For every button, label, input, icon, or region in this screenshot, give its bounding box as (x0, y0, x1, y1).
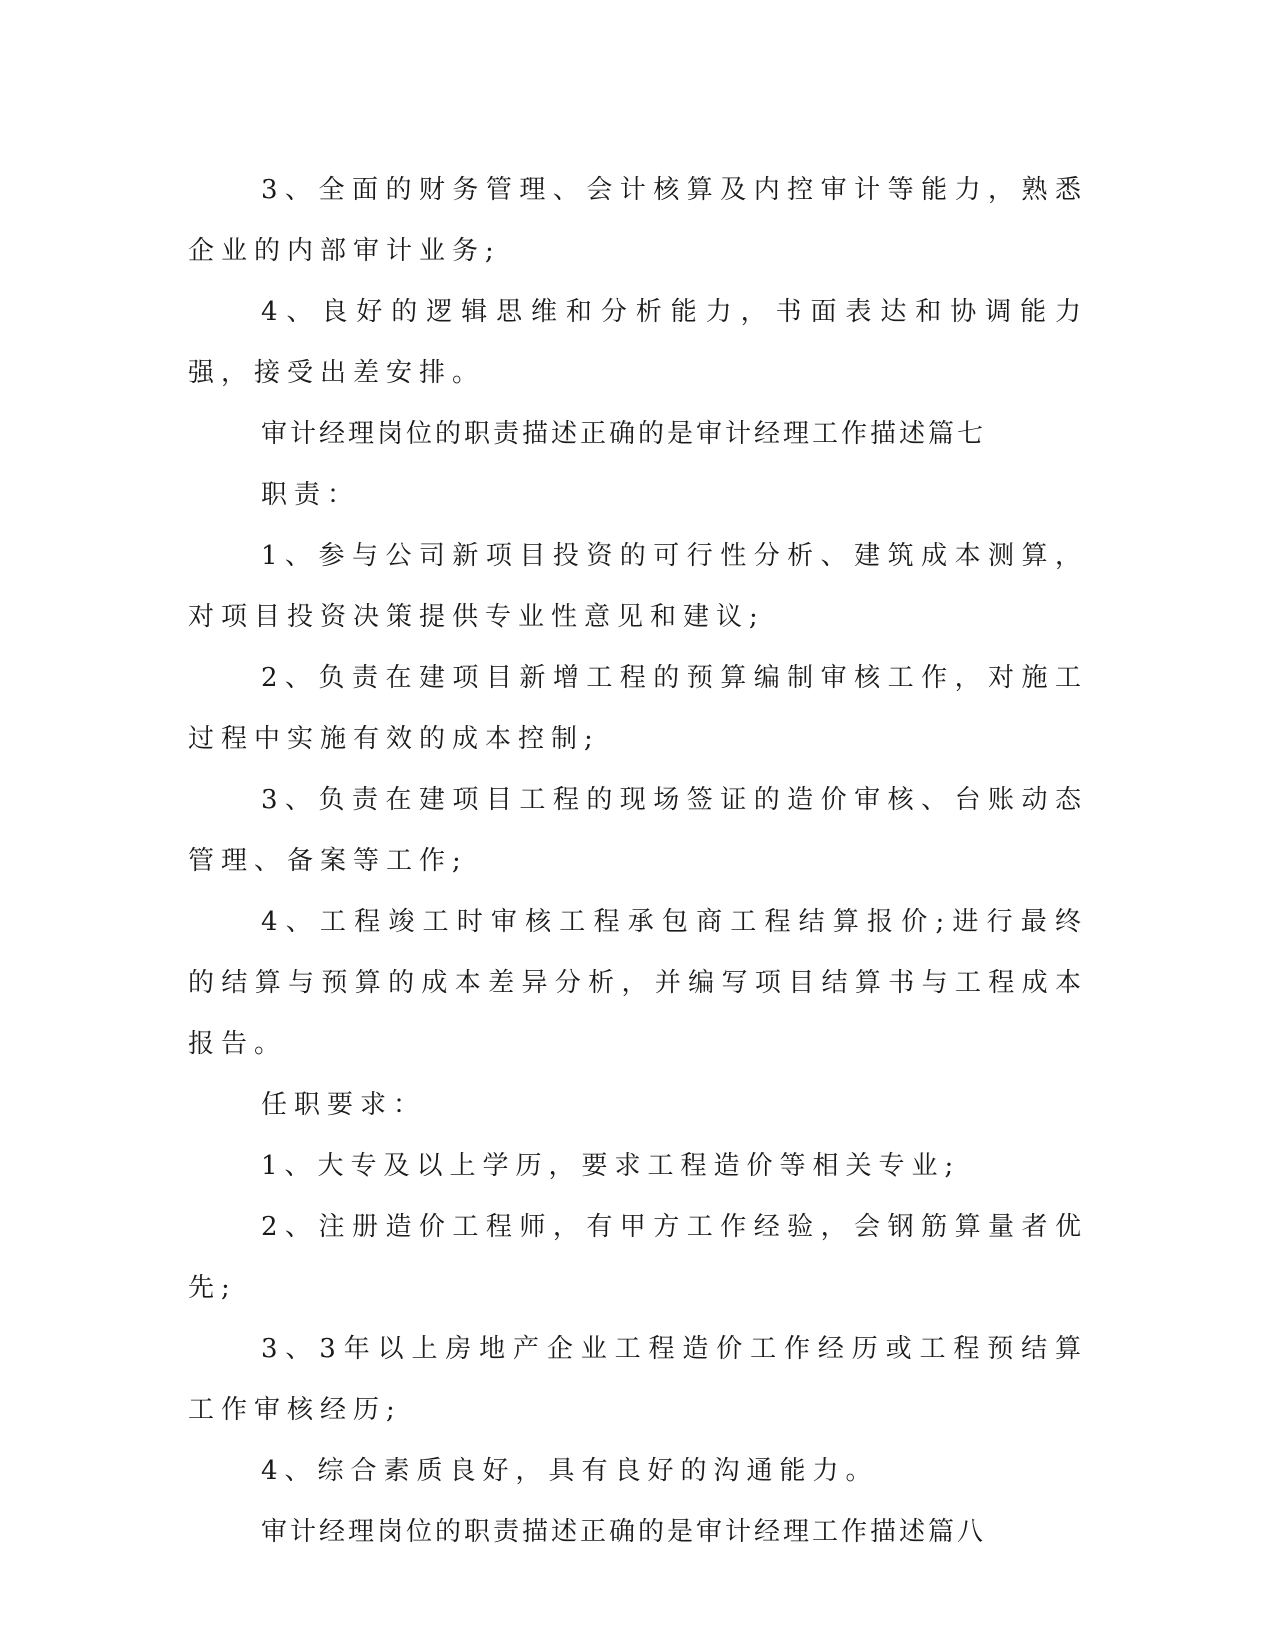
paragraph: 3、3年以上房地产企业工程造价工作经历或工程预结算工作审核经历; (188, 1334, 1088, 1425)
section-heading: 审计经理岗位的职责描述正确的是审计经理工作描述篇七 (261, 419, 987, 449)
paragraph: 4、综合素质良好，具有良好的沟通能力。 (261, 1456, 879, 1486)
paragraph: 任职要求： (261, 1090, 427, 1120)
paragraph: 3、全面的财务管理、会计核算及内控审计等能力，熟悉企业的内部审计业务; (188, 175, 1088, 266)
paragraph: 4、良好的逻辑思维和分析能力，书面表达和协调能力强，接受出差安排。 (188, 297, 1088, 388)
paragraph: 3、负责在建项目工程的现场签证的造价审核、台账动态管理、备案等工作; (188, 785, 1088, 876)
document-body (188, 160, 1088, 1563)
section-heading: 审计经理岗位的职责描述正确的是审计经理工作描述篇八 (261, 1517, 987, 1547)
paragraph: 2、负责在建项目新增工程的预算编制审核工作，对施工过程中实施有效的成本控制; (188, 663, 1088, 754)
paragraph: 1、大专及以上学历，要求工程造价等相关专业; (261, 1151, 961, 1181)
paragraph: 4、工程竣工时审核工程承包商工程结算报价;进行最终的结算与预算的成本差异分析，并编写项目结算书与工程成本报告。 (188, 907, 1088, 1059)
paragraph: 2、注册造价工程师，有甲方工作经验，会钢筋算量者优先; (188, 1212, 1088, 1303)
paragraph: 1、参与公司新项目投资的可行性分析、建筑成本测算，对项目投资决策提供专业性意见和建议; (188, 541, 1088, 632)
paragraph: 职责： (261, 480, 361, 510)
